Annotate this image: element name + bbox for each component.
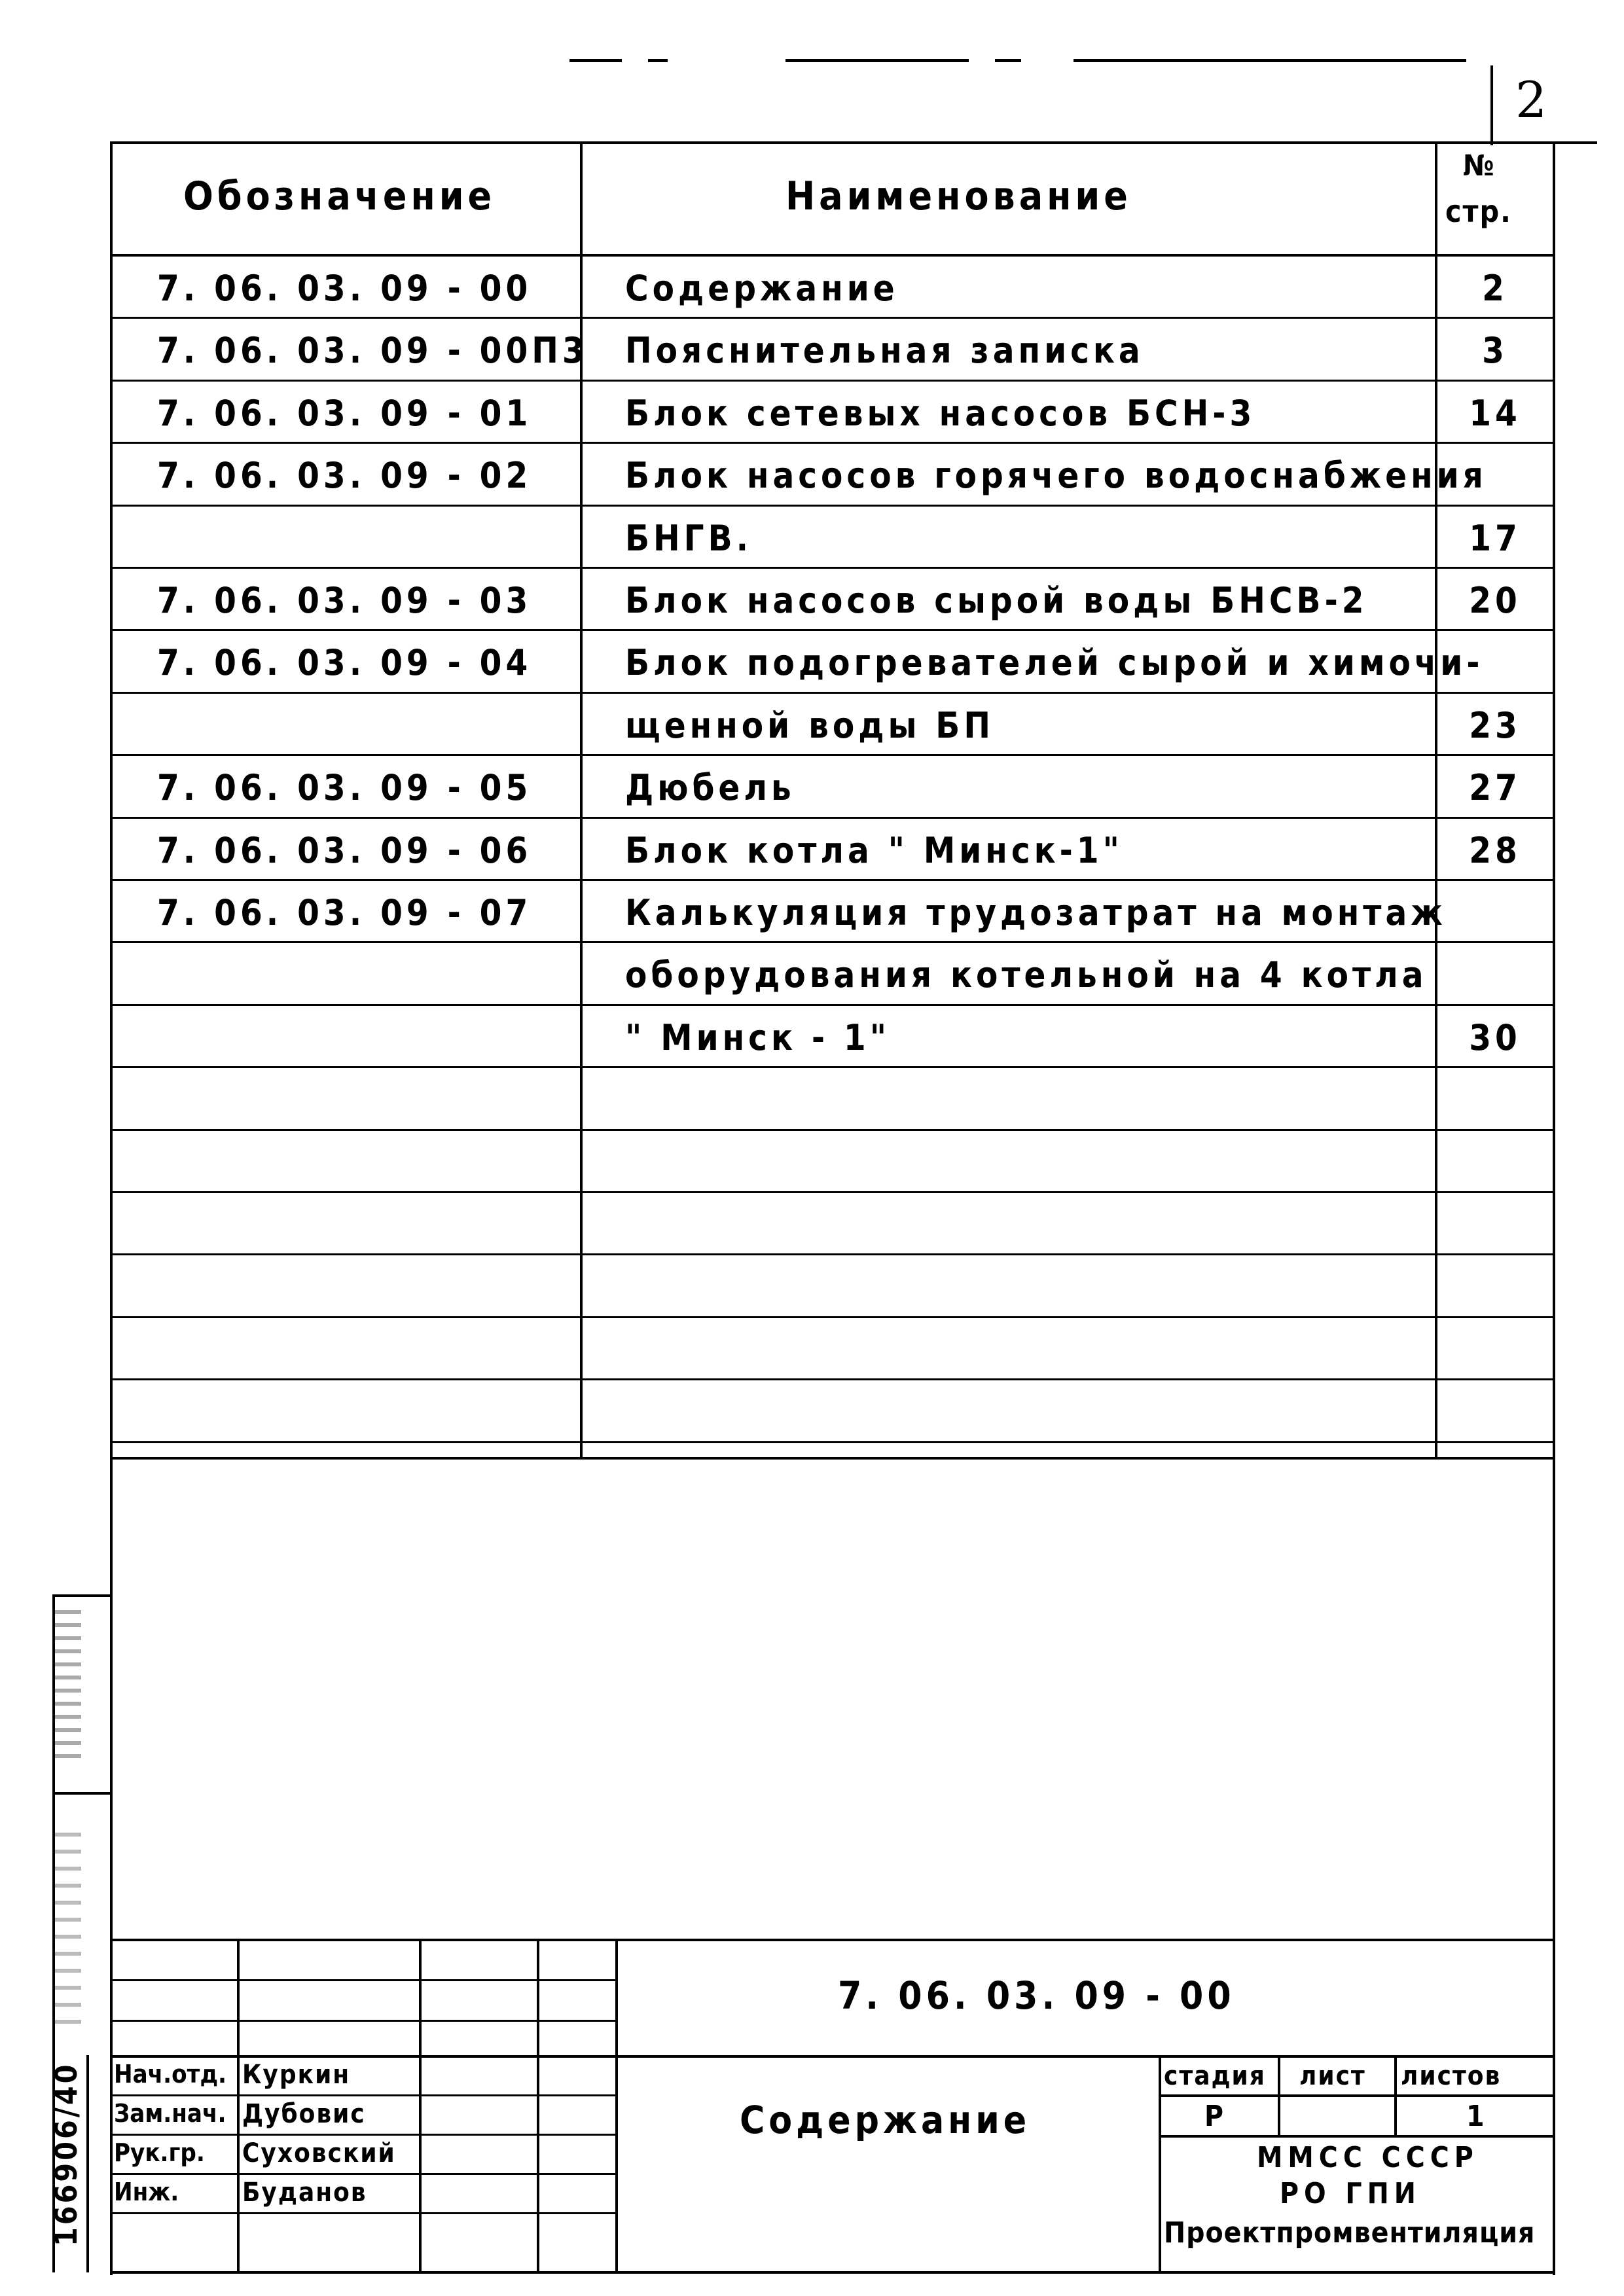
tb-sheets-value: 1 bbox=[1466, 2100, 1486, 2133]
row-designation: 7. 06. 03. 09 - 02 bbox=[157, 455, 532, 497]
tb-stage-label: стадия bbox=[1164, 2061, 1266, 2091]
table-row-line bbox=[111, 442, 1555, 444]
tb-sheets-label: листов bbox=[1401, 2061, 1502, 2091]
page-number-bracket bbox=[1490, 65, 1493, 145]
table-row-line bbox=[111, 1004, 1555, 1006]
table-row-line bbox=[111, 1441, 1555, 1443]
top-dash-2 bbox=[648, 59, 668, 62]
side-strip-mid bbox=[52, 1792, 111, 1795]
tb-sig-col2 bbox=[419, 1939, 422, 2272]
row-designation: 7. 06. 03. 09 - 05 bbox=[157, 767, 532, 809]
row-designation: 7. 06. 03. 09 - 04 bbox=[157, 642, 532, 684]
tb-stage-left bbox=[1159, 2055, 1161, 2272]
tb-stage-line1 bbox=[1159, 2094, 1554, 2097]
frame-left bbox=[110, 141, 113, 2275]
header-bottom-line bbox=[111, 254, 1555, 257]
row-name: Блок сетевых насосов БСН-3 bbox=[625, 392, 1256, 434]
table-row-line bbox=[111, 754, 1555, 756]
row-designation: 7. 06. 03. 09 - 07 bbox=[157, 892, 532, 933]
tb-doc-title: Содержание bbox=[740, 2098, 1031, 2142]
row-name: Блок котла " Минск-1" bbox=[625, 829, 1123, 871]
top-dash-3 bbox=[785, 59, 969, 62]
row-name: Блок подогревателей сырой и химочи- bbox=[625, 642, 1484, 684]
header-page-no: № bbox=[1463, 149, 1498, 183]
signature-role: Рук.гр. bbox=[114, 2138, 205, 2167]
table-row-line bbox=[111, 1316, 1555, 1318]
table-row-line bbox=[111, 879, 1555, 881]
row-name: Дюбель bbox=[625, 767, 795, 809]
row-designation: 7. 06. 03. 09 - 06 bbox=[157, 829, 532, 871]
tb-row-line-6 bbox=[111, 2212, 615, 2214]
side-strip-inner bbox=[86, 2055, 89, 2272]
row-name: БНГВ. bbox=[625, 517, 753, 559]
table-row-line bbox=[111, 941, 1555, 943]
row-name: щенной воды БП bbox=[625, 704, 994, 746]
top-dash-1 bbox=[569, 59, 622, 62]
header-designation: Обозначение bbox=[183, 173, 496, 219]
row-page: 3 bbox=[1482, 330, 1508, 372]
tb-sig-col1 bbox=[237, 1939, 240, 2272]
row-page: 28 bbox=[1469, 829, 1521, 871]
signature-role: Инж. bbox=[114, 2178, 179, 2206]
signature-name: Суховский bbox=[242, 2138, 396, 2168]
row-page: 20 bbox=[1469, 580, 1521, 621]
frame-top bbox=[111, 141, 1597, 144]
tb-row-line-5 bbox=[111, 2173, 615, 2175]
row-name: Калькуляция трудозатрат на монтаж bbox=[625, 892, 1447, 933]
signature-name: Куркин bbox=[242, 2060, 351, 2090]
row-designation: 7. 06. 03. 09 - 00П3 bbox=[157, 330, 588, 372]
signature-role: Зам.нач. bbox=[114, 2099, 226, 2128]
page-number: 2 bbox=[1515, 71, 1547, 129]
table-row-line bbox=[111, 692, 1555, 694]
side-stamp: 166906/40 bbox=[48, 2062, 84, 2246]
table-row-line bbox=[111, 1129, 1555, 1131]
row-page: 2 bbox=[1482, 268, 1508, 309]
row-name: оборудования котельной на 4 котла bbox=[625, 954, 1428, 996]
table-row-line bbox=[111, 817, 1555, 819]
row-page: 30 bbox=[1469, 1016, 1521, 1058]
tb-sig-col3 bbox=[537, 1939, 539, 2272]
tb-top-line bbox=[111, 1939, 1555, 1941]
table-row-line bbox=[111, 317, 1555, 319]
frame-right bbox=[1553, 141, 1555, 2275]
top-dash-4 bbox=[995, 59, 1021, 62]
row-designation: 7. 06. 03. 09 - 00 bbox=[157, 268, 532, 309]
row-name: Блок насосов горячего водоснабжения bbox=[625, 455, 1487, 497]
table-row-line bbox=[111, 1378, 1555, 1380]
row-page: 27 bbox=[1469, 767, 1521, 809]
frame-bottom bbox=[110, 2271, 1555, 2274]
table-row-line bbox=[111, 380, 1555, 382]
tb-mid-line bbox=[111, 2055, 1555, 2058]
row-name: Содержание bbox=[625, 268, 899, 309]
signature-name: Дубовис bbox=[242, 2099, 366, 2129]
tb-row-line-3 bbox=[111, 2094, 615, 2096]
tb-sheet-label: лист bbox=[1299, 2061, 1366, 2091]
tb-org-line2: РО ГПИ bbox=[1280, 2177, 1421, 2210]
header-page-abbr: стр. bbox=[1445, 194, 1512, 229]
tb-row-line-4 bbox=[111, 2134, 615, 2136]
tb-stage-value: Р bbox=[1204, 2100, 1225, 2133]
row-name: " Минск - 1" bbox=[625, 1016, 891, 1058]
table-row-line bbox=[111, 505, 1555, 507]
tb-code-left bbox=[615, 1939, 618, 2272]
table-bottom-line bbox=[111, 1457, 1555, 1460]
side-strip-top bbox=[52, 1594, 111, 1597]
table-row-line bbox=[111, 567, 1555, 569]
side-strip-faded-2 bbox=[55, 1833, 81, 2029]
row-page: 14 bbox=[1469, 392, 1521, 434]
row-name: Блок насосов сырой воды БНСВ-2 bbox=[625, 580, 1368, 621]
tb-stage-line2 bbox=[1159, 2135, 1554, 2138]
tb-org-line1: ММСС СССР bbox=[1257, 2141, 1479, 2174]
top-dash-5 bbox=[1074, 59, 1466, 62]
tb-row-line-2 bbox=[111, 2020, 615, 2022]
signature-role: Нач.отд. bbox=[114, 2060, 227, 2089]
tb-row-line-1 bbox=[111, 1979, 615, 1981]
table-row-line bbox=[111, 1253, 1555, 1255]
row-page: 23 bbox=[1469, 704, 1521, 746]
row-designation: 7. 06. 03. 09 - 03 bbox=[157, 580, 532, 621]
row-designation: 7. 06. 03. 09 - 01 bbox=[157, 392, 532, 434]
table-row-line bbox=[111, 629, 1555, 631]
signature-name: Буданов bbox=[242, 2178, 367, 2208]
table-row-line bbox=[111, 1191, 1555, 1193]
tb-doc-code: 7. 06. 03. 09 - 00 bbox=[838, 1973, 1235, 2018]
table-row-line bbox=[111, 1066, 1555, 1068]
header-name: Наименование bbox=[785, 173, 1132, 219]
row-name: Пояснительная записка bbox=[625, 330, 1144, 372]
side-strip-faded-1 bbox=[55, 1610, 81, 1767]
tb-org-line3: Проектпромвентиляция bbox=[1164, 2216, 1536, 2250]
row-page: 17 bbox=[1469, 517, 1521, 559]
